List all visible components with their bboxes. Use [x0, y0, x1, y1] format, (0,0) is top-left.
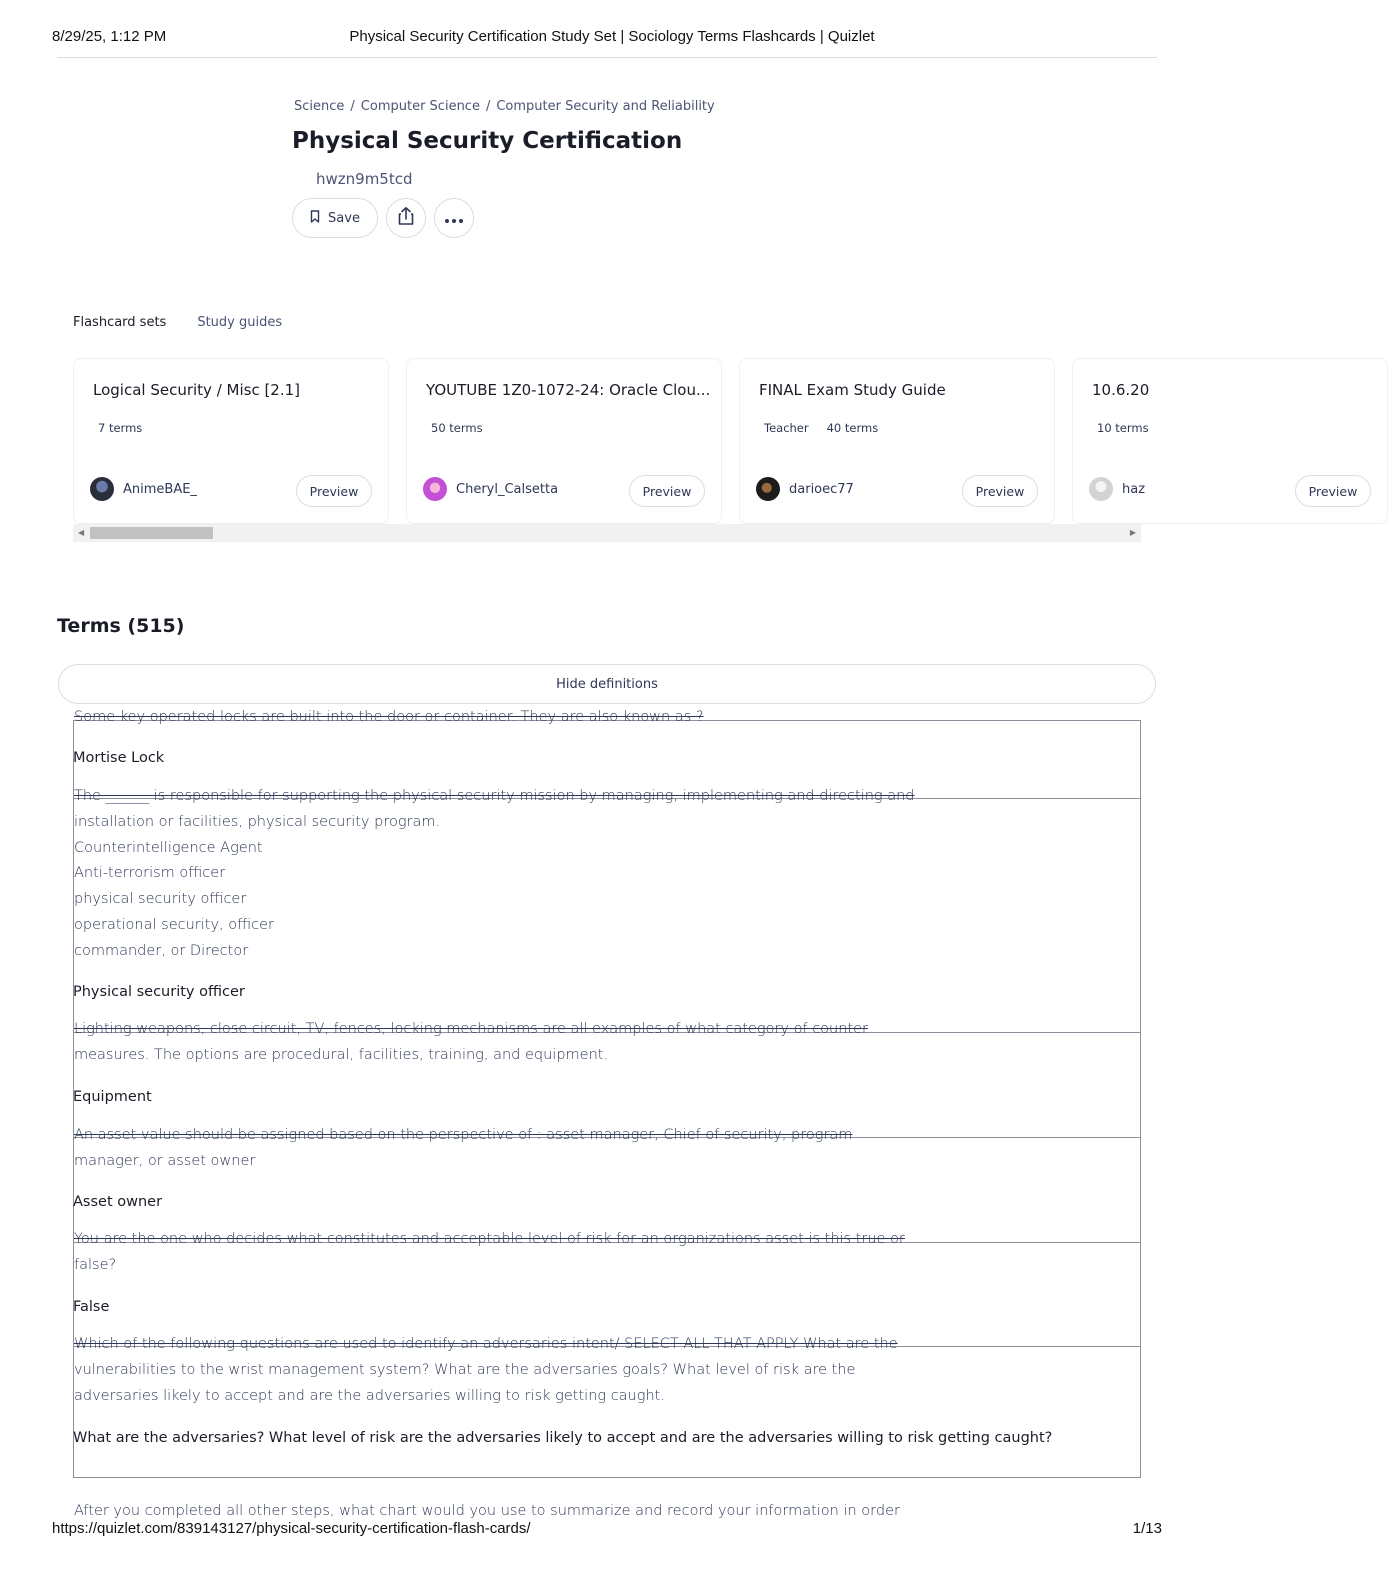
- card-author[interactable]: [423, 477, 558, 501]
- definition-text: Equipment: [73, 1089, 152, 1105]
- breadcrumb-computer-science[interactable]: Computer Science: [360, 99, 480, 114]
- related-content-tabs: [73, 315, 282, 330]
- set-card[interactable]: [1072, 358, 1388, 524]
- ellipsis-icon: [444, 209, 464, 228]
- term-line: manager, or asset owner: [74, 1152, 256, 1169]
- term-line: physical security officer: [74, 891, 247, 908]
- print-page-title: Physical Security Certification Study Set | Sociology Terms Flashcards | Quizlet: [349, 28, 875, 45]
- scroll-left-icon[interactable]: ◀: [78, 528, 85, 537]
- share-icon: [397, 206, 415, 230]
- card-author[interactable]: [90, 477, 197, 501]
- term-line: After you completed all other steps, what chart would you use to summarize and record your information in order: [74, 1503, 900, 1519]
- save-button[interactable]: [292, 198, 378, 238]
- print-footer: [52, 1520, 1162, 1537]
- header-divider: [57, 57, 1157, 58]
- role-label: Teacher: [764, 421, 809, 435]
- author-name: haz: [1122, 481, 1146, 497]
- term-count: 40 terms: [826, 421, 879, 435]
- preview-button[interactable]: Preview: [296, 475, 372, 507]
- tab-study-guides[interactable]: Study guides: [197, 315, 283, 330]
- set-card[interactable]: [739, 358, 1055, 524]
- terms-heading: Terms (515): [57, 615, 185, 637]
- preview-button[interactable]: Preview: [1295, 475, 1371, 507]
- term-line: Counterintelligence Agent: [74, 839, 263, 856]
- bookmark-icon: [310, 210, 320, 227]
- breadcrumb: [294, 99, 715, 114]
- term-line: Anti-terrorism officer: [74, 865, 226, 882]
- term-line: installation or facilities, physical security program.: [74, 813, 441, 830]
- more-options-button[interactable]: [434, 198, 474, 238]
- term-line: Some key operated locks are built into the door or container. They are also known as ?: [74, 709, 704, 725]
- term-count: 7 terms: [98, 421, 143, 435]
- breadcrumb-separator: /: [350, 99, 355, 114]
- card-author[interactable]: [1089, 477, 1145, 501]
- term-count: 50 terms: [431, 421, 483, 435]
- author-name: AnimeBAE_: [123, 481, 197, 497]
- card-title: Logical Security / Misc [2.1]: [93, 381, 301, 399]
- term-count: 10 terms: [1097, 421, 1149, 435]
- term-text: [74, 705, 704, 731]
- term-text: [74, 784, 915, 965]
- definition-text: Asset owner: [73, 1194, 163, 1210]
- page-number: 1/13: [1132, 1520, 1162, 1537]
- term-line: operational security, officer: [74, 916, 274, 933]
- avatar: [1089, 477, 1113, 501]
- card-title: 10.6.20: [1092, 381, 1150, 399]
- term-text: [74, 1332, 898, 1409]
- print-url: https://quizlet.com/839143127/physical-security-certification-flash-cards/: [52, 1520, 531, 1537]
- card-meta: [1097, 421, 1149, 435]
- author-name: darioec77: [789, 481, 854, 497]
- card-title: FINAL Exam Study Guide: [759, 381, 946, 399]
- term-text: [74, 1227, 905, 1279]
- tab-flashcard-sets[interactable]: Flashcard sets: [73, 315, 167, 330]
- set-card[interactable]: [406, 358, 722, 524]
- share-button[interactable]: [386, 198, 426, 238]
- card-meta: [98, 421, 142, 435]
- term-line: vulnerabilities to the wrist management system? What are the adversaries goals? What level of risk are the: [74, 1361, 856, 1378]
- print-datetime: 8/29/25, 1:12 PM: [52, 28, 167, 45]
- definition-text: Mortise Lock: [73, 750, 165, 766]
- horizontal-scrollbar[interactable]: [73, 524, 1141, 542]
- term-line: You are the one who decides what constitutes and acceptable level of risk for an organizations asset is this true or: [74, 1231, 905, 1247]
- card-meta: [764, 421, 878, 435]
- term-line: false?: [74, 1256, 117, 1273]
- term-line: adversaries likely to accept and are the adversaries willing to risk getting caught.: [74, 1387, 665, 1404]
- preview-button[interactable]: Preview: [962, 475, 1038, 507]
- author-name: Cheryl_Calsetta: [456, 481, 559, 497]
- term-text: [74, 1123, 852, 1175]
- breadcrumb-science[interactable]: Science: [294, 99, 345, 114]
- breadcrumb-separator: /: [485, 99, 491, 114]
- definition-text: What are the adversaries? What level of risk are the adversaries likely to accept and are the adversaries willing to risk getting caught?: [73, 1430, 1053, 1446]
- related-sets-carousel: [73, 358, 1358, 524]
- definition-text: False: [73, 1299, 110, 1315]
- card-title: YOUTUBE 1Z0-1072-24: Oracle Clou...: [426, 381, 711, 399]
- scrollbar-thumb[interactable]: [90, 527, 213, 539]
- term-line: The ______ is responsible for supporting the physical security mission by managing, implementing and directing and: [74, 788, 915, 804]
- term-line: Lighting weapons, close circuit, TV, fences, locking mechanisms are all examples of what category of counter: [74, 1021, 869, 1037]
- print-header: [52, 28, 1172, 48]
- card-meta: [431, 421, 483, 435]
- term-text: [74, 1499, 900, 1519]
- term-line: commander, or Director: [74, 942, 249, 959]
- save-label: Save: [328, 210, 360, 226]
- page-title: Physical Security Certification: [292, 128, 683, 154]
- hide-definitions-button[interactable]: Hide definitions: [58, 664, 1156, 704]
- breadcrumb-computer-security[interactable]: Computer Security and Reliability: [496, 99, 715, 114]
- term-text: [74, 1017, 868, 1069]
- avatar: [756, 477, 780, 501]
- definition-text: Physical security officer: [73, 984, 245, 1000]
- preview-button[interactable]: Preview: [629, 475, 705, 507]
- creator-username[interactable]: hwzn9m5tcd: [316, 170, 413, 188]
- scroll-right-icon[interactable]: ▶: [1129, 528, 1136, 537]
- avatar: [423, 477, 447, 501]
- avatar: [90, 477, 114, 501]
- set-card[interactable]: [73, 358, 389, 524]
- term-line: measures. The options are procedural, facilities, training, and equipment.: [74, 1046, 609, 1063]
- term-line: An asset value should be assigned based on the perspective of : asset manager, Chief of security, program: [74, 1127, 853, 1143]
- card-author[interactable]: [756, 477, 854, 501]
- term-line: Which of the following questions are used to identify an adversaries intent/ SELECT ALL THAT APPLY What are the: [74, 1336, 898, 1352]
